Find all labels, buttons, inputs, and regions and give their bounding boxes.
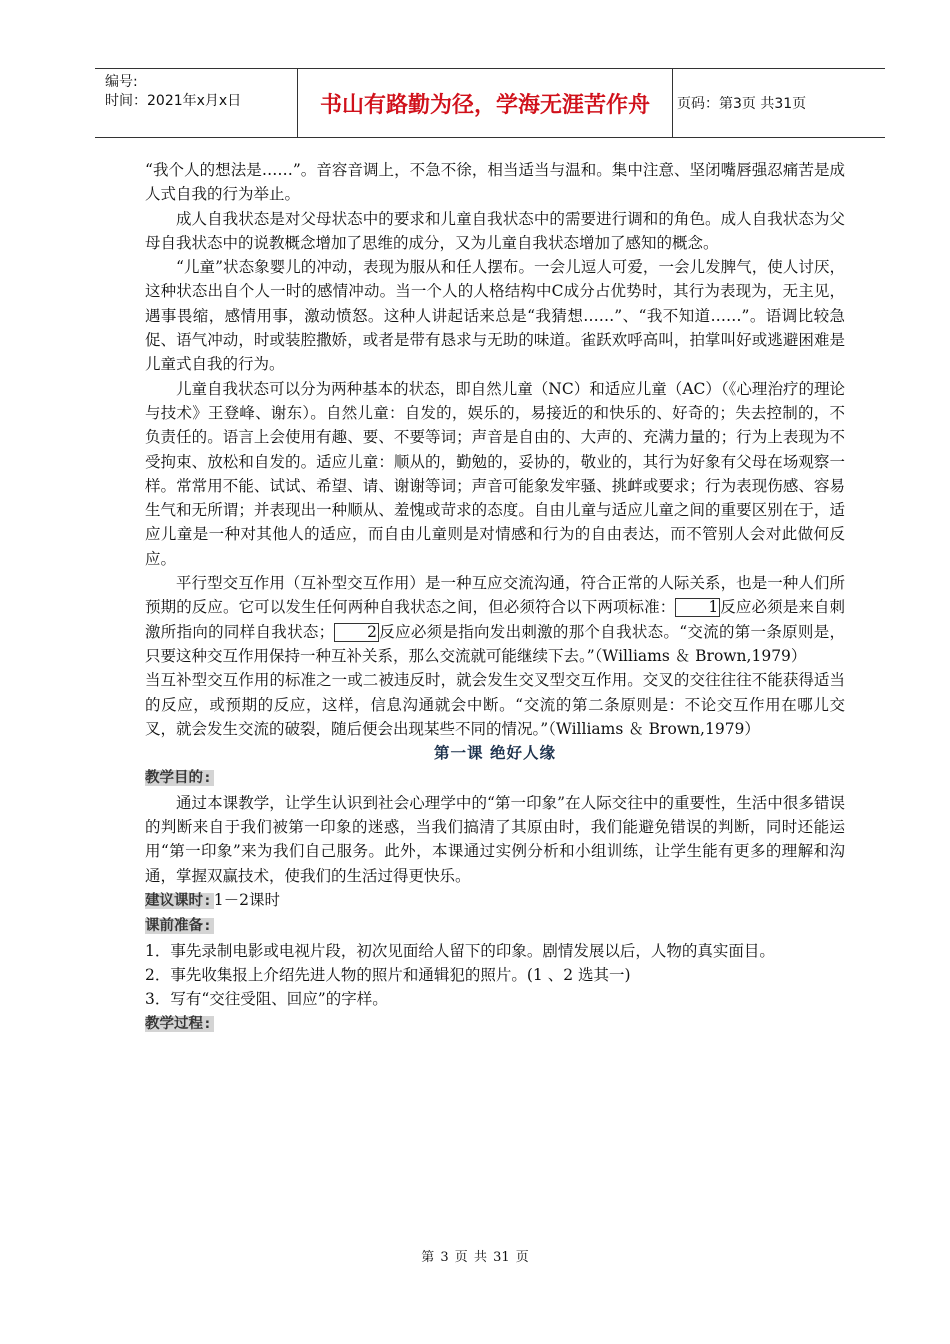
paragraph: “儿童”状态象婴儿的冲动，表现为服从和任人摆布。一会儿逗人可爱，一会儿发脾气，使人讨厌，这种状态出自个人一时的感情冲动。当一个人的人格结构中C成分占优势时，其行为表现为，无主见，遇事畏缩，感情用事，激动愤怒。这种人讲起话来总是“我猜想……”、“我不知道……”。语调比较急促、语气冲动，时或装腔撒娇，或者是带有恳求与无助的味道。雀跃欢呼高叫，拍掌叫好或逃避困难是儿童式自我的行为。: [145, 258, 845, 374]
numbered-box: 1: [675, 598, 720, 617]
header-motto: 书山有路勤为径，学海无涯苦作舟: [297, 69, 673, 137]
total-pages: 31: [493, 1250, 510, 1265]
hours-value: 1－2课时: [213, 890, 280, 909]
paragraph: 儿童自我状态可以分为两种基本的状态，即自然儿童（NC）和适应儿童（AC）（《心理治疗的理论与技术》王登峰、谢东）。自然儿童：自发的，娱乐的，易接近的和快乐的、好奇的；失去控制的，不负责任的。语言上会使用有趣、要、不要等词；声音是自由的、大声的、充满力量的；行为上表现为不受拘束、放松和自发的。适应儿童：顺从的，勤勉的，妥协的，敬业的，其行为好象有父母在场观察一样。常常用不能、试试、希望、请、谢谢等词；声音可能象发牢骚、挑衅或要求；行为表现伤感、容易生气和无所谓；并表现出一种顺从、羞愧或苛求的态度。自由儿童与适应儿童之间的重要区别在于，适应儿童是一种对其他人的适应，而自由儿童则是对情感和行为的自由表达，而不管别人会对此做何反应。: [145, 379, 845, 568]
numbered-box: 2: [334, 623, 379, 642]
current-page: 3: [440, 1250, 449, 1265]
document-body: [145, 158, 845, 1037]
list-item: 3．写有“交往受阻、回应”的字样。: [145, 990, 388, 1009]
paragraph: 通过本课教学，让学生认识到社会心理学中的“第一印象”在人际交往中的重要性，生活中很多错误的判断来自于我们被第一印象的迷惑，当我们搞清了其原由时，我们能避免错误的判断，同时还能运用“第一印象”来为我们自己服务。此外，本课通过实例分析和小组训练，让学生能有更多的理解和沟通，掌握双赢技术，使我们的生活过得更快乐。: [145, 793, 845, 885]
paragraph: “我个人的想法是……”。音容音调上，不急不徐，相当适当与温和。集中注意、坚闭嘴唇强忍痛苦是成人式自我的行为举止。: [145, 161, 845, 204]
prep-label: 课前准备:: [145, 918, 212, 935]
header-meta: [105, 73, 291, 111]
number-label: 编号:: [105, 74, 138, 90]
lesson-title: 第一课 绝好人缘: [434, 743, 556, 763]
goal-label: 教学目的:: [145, 770, 212, 787]
paragraph: 当互补型交互作用的标准之一或二被违反时，就会发生交叉型交互作用。交叉的交往往往不能获得适当的反应，或预期的反应，这样，信息沟通就会中断。“交流的第二条原则是：不论交互作用在哪儿交叉，就会发生交流的破裂，随后便会出现某些不同的情况。”（Williams ＆ Brown,1979）: [145, 671, 845, 738]
page-header: [95, 68, 885, 138]
list-item: 2．事先收集报上介绍先进人物的照片和通辑犯的照片。(1 、2 选其一): [145, 965, 631, 984]
process-label: 教学过程:: [145, 1016, 212, 1033]
section-heading: [145, 913, 845, 938]
section-heading: [145, 765, 845, 790]
list-item: 1．事先录制电影或电视片段，初次见面给人留下的印象。剧情发展以后，人物的真实面目。: [145, 941, 775, 960]
page-footer: 第 3 页 共 31 页: [421, 1250, 529, 1265]
paragraph-standards: 平行型交互作用（互补型交互作用）是一种互应交流沟通，符合正常的人际关系，也是一种人们所预期的反应。它可以发生任何两种自我状态之间，但必须符合以下两项标准： 1 反应必须是来自刺激所指向的同样自我状态； 2 反应必须是指向发出刺激的那个自我状态。“交流的第一条原则是，只要这种交互作用保持一种互补关系，那么交流就可能继续下去。”（Williams ＆ Brown,1979）: [145, 574, 845, 665]
hours-label: 建议课时:: [145, 892, 212, 909]
paragraph: 成人自我状态是对父母状态中的要求和儿童自我状态中的需要进行调和的角色。成人自我状态为父母自我状态中的说教概念增加了思维的成分，又为儿童自我状态增加了感知的概念。: [145, 209, 845, 252]
hours-line: [145, 888, 845, 913]
time-label: 时间：2021年x月x日: [105, 93, 242, 109]
header-page-label: 页码：第3页 共31页: [677, 96, 807, 112]
section-heading: [145, 1011, 845, 1036]
